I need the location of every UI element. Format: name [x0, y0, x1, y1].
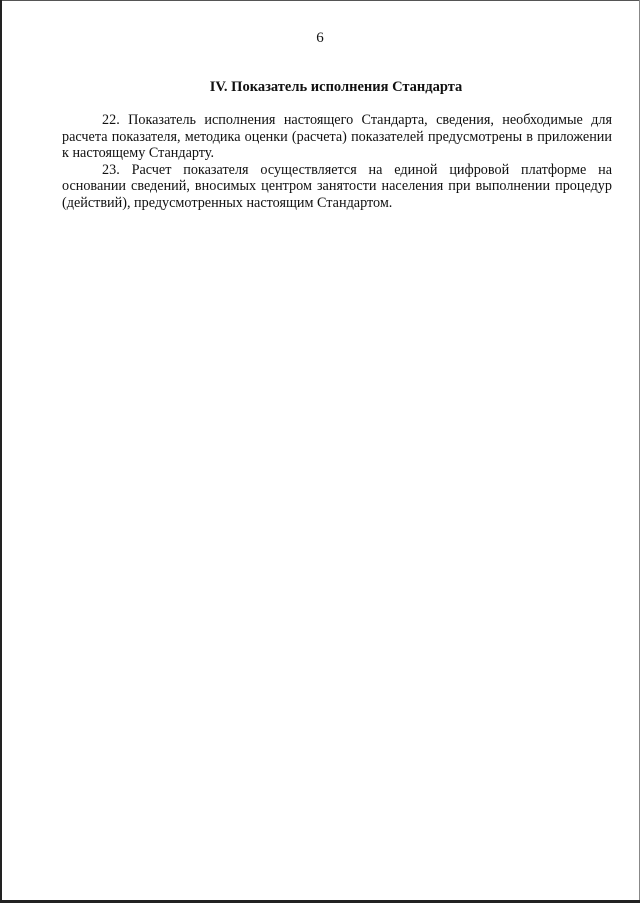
- paragraph-22: 22. Показатель исполнения настоящего Стандарта, сведения, необходимые для расчета показателя, методика оценки (расчета) показателей предусмотрены в приложении к настоящему Стандарту.: [62, 112, 612, 161]
- page-number: 6: [316, 30, 324, 46]
- paragraph-23: 23. Расчет показателя осуществляется на единой цифровой платформе на основании сведений, вносимых центром занятости населения при выполнении процедур (действий), предусмотренных настоящим Стандартом.: [62, 161, 612, 211]
- scan-border-left: [0, 0, 2, 903]
- scan-border-top: [0, 0, 640, 1]
- body-text: [62, 112, 612, 211]
- section-heading: IV. Показатель исполнения Стандарта: [209, 79, 463, 95]
